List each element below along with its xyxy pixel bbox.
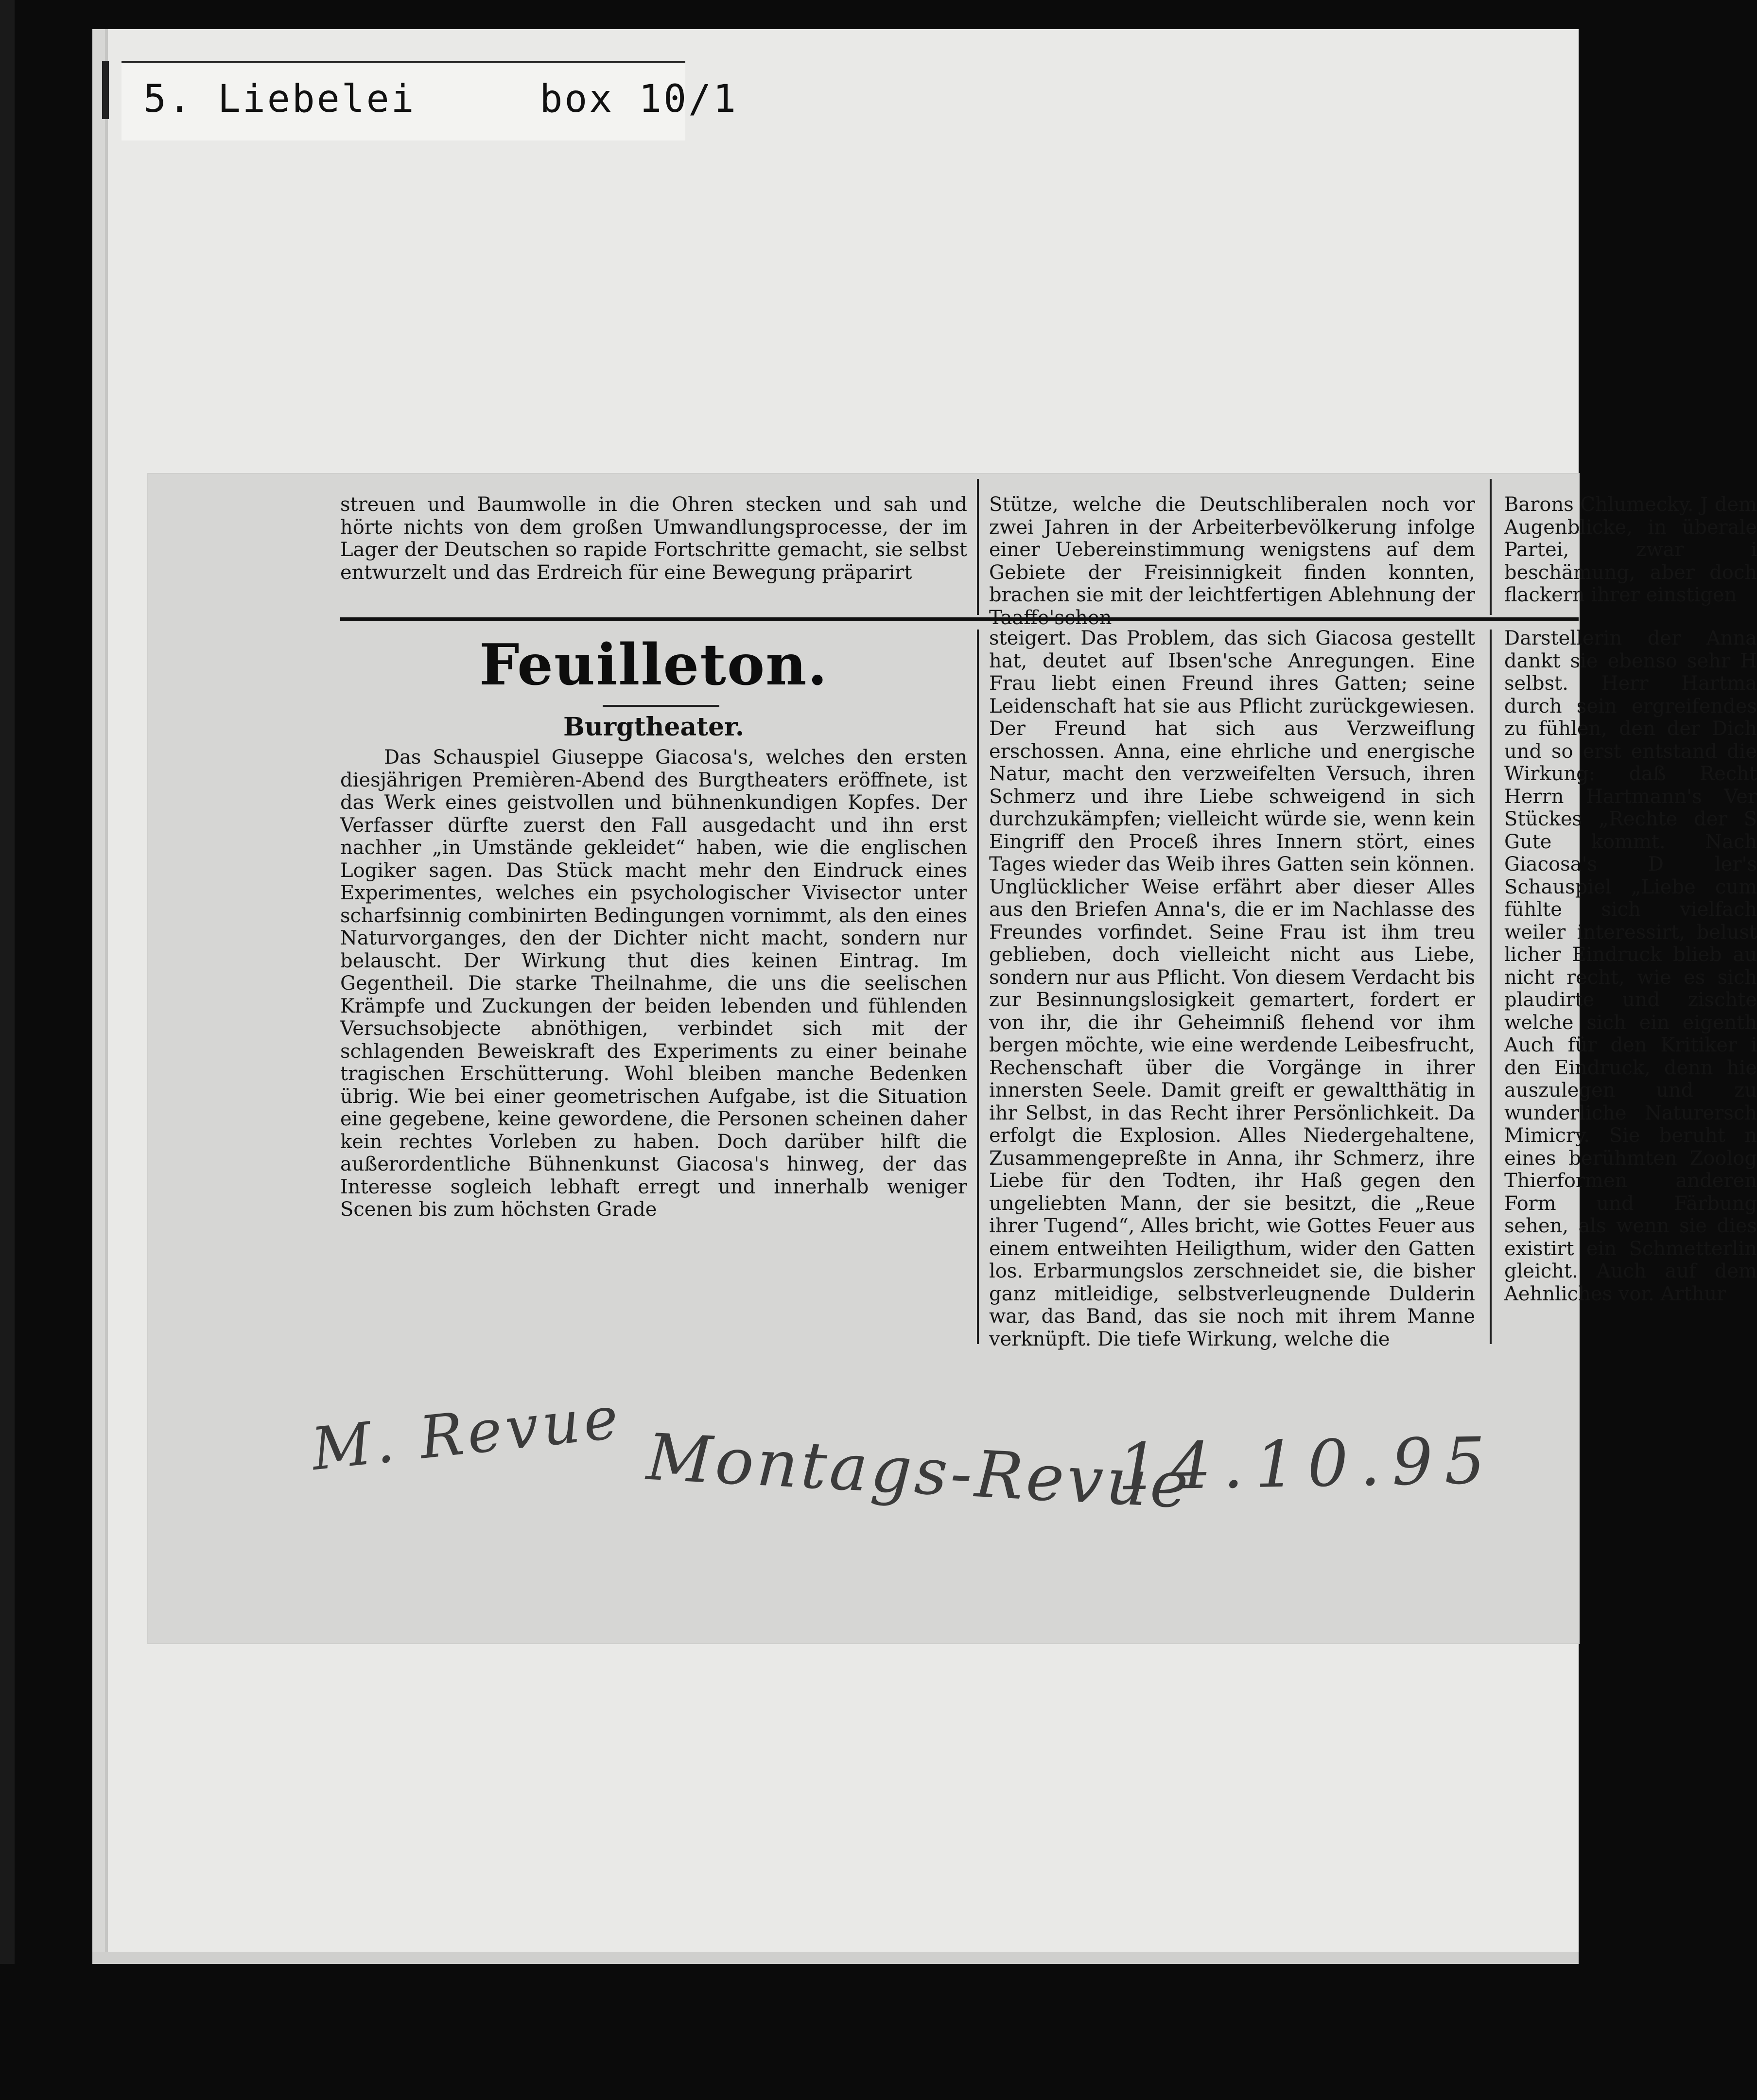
top-column-2-text: Stütze, welche die Deutschliberalen noch vor zwei Jahren in der Arbeiterbevölkerung infolge einer Uebereinstimmung wenigstens auf dem Gebiete der Freisinnigkeit finden konnten, brachen sie mit der leichtfertigen Ablehnung der: [989, 493, 1475, 606]
sheet-margin: [92, 29, 108, 1964]
handwritten-note: M. Revue: [308, 1383, 626, 1484]
top-column-3-text: Barons Chlumecky. J dem Augenblicke, in überale Partei, zwar i beschämung, aber doch flackern ihrer einstigen: [1504, 493, 1757, 606]
top-column-2: [989, 493, 1475, 615]
column-divider: [1490, 630, 1492, 1344]
section-rule: [340, 617, 1579, 621]
article-column-3-text: Darstellerin der Anna dankt sie ebenso sehr H selbst. Herr Hartma durch sein ergreifendes zu fühlen, den der Dich und so erst entstand die Wirkung: daß Recht Herrn Hartmann's Ver Stückes „Rechte der S Gute kommt. Nach Giacosa's D ler's Schauspiel „Liebe cum fühlte sich vielfach weiler interessirt, belust licher Eindruck blieb au nicht recht, wie es sich plaudirte und zischte welche sich ein eigenth Auch für den Kritiker i den Eindruck, denn hie auszulegen und zu wunderliche Naturersch Mimicry. Sie beruht n eines berühmten Zoolog Thierformen anderen Form und Färbung sehen, als wenn sie dies existirt ein Schmetterlin gleicht. Auch auf dem Aehnliches vor. Arthur: [1504, 627, 1757, 1305]
column-divider: [1490, 479, 1492, 615]
article-column-1: [340, 746, 967, 1344]
article-column-3: [1504, 627, 1757, 1347]
sheet-bottom-edge: [92, 1952, 1579, 1964]
handwritten-date: 14.10.95: [1117, 1423, 1498, 1505]
archive-label: [122, 61, 738, 140]
feuilleton-heading: Feuilleton.: [479, 632, 828, 698]
heading-rule: [603, 705, 719, 707]
column-divider: [977, 479, 979, 615]
article-subheading: Burgtheater.: [563, 712, 744, 742]
top-column-1-text: streuen und Baumwolle in die Ohren stecken und sah und hörte nichts von dem großen Umwandlungsprocesse, der im Lager der Deutschen so rapide Fortschritte gemacht, sie selbst entwurzelt und das Erdreich für eine Bewegung präparirt: [340, 493, 967, 584]
column-divider: [977, 630, 979, 1344]
label-bracket: [102, 61, 109, 119]
archive-label-text: 5. Liebelei box 10/1: [143, 77, 738, 121]
film-edge: [0, 0, 15, 2100]
handwritten-source: Montags-Revue: [644, 1419, 1193, 1523]
top-column-3: [1504, 493, 1757, 615]
top-column-1: [340, 493, 967, 615]
article-column-2: [989, 627, 1475, 1350]
article-column-2-text: steigert. Das Problem, das sich Giacosa gestellt hat, deutet auf Ibsen'sche Anregungen. Eine Frau liebt einen Freund ihres Gatten; seine Leidenschaft hat sie aus Pflicht zurückgewiesen. Der Freund hat sich aus Verzweiflung erschossen. Anna, eine ehrliche und energische Natur, macht den verzweifelten Versuch, ihren Schmerz und ihre Liebe schweigend in sich durchzukämpfen; vielleicht würde sie, wenn kein Eingriff den Proceß ihres Innern stört, eines Tages wieder das Weib ihres Gatten sein können. Unglücklicher Weise erfährt aber dieser Alles aus den Briefen Anna's, die er im Nachlasse des Freundes vorfindet. Seine Frau ist ihm treu geblieben, doch vielleicht nicht aus Liebe, sondern nur aus Pflicht. Von diesem Verdacht bis zur Besinnungslosigkeit gemartert, fordert er von ihr, die ihr Geheimniß flehend vor ihm bergen möchte, wie eine werdende Leibesfrucht, Rechenschaft über die Vorgänge in ihrer innersten Seele. Damit greift er gewaltthätig in ihr Selbst, in das Recht ihrer Persönlichkeit. Da erfolgt die Explosion. Alles Niedergehaltene, Zusammengepreßte in Anna, ihr Schmerz, ihre Liebe für den Todten, ihr Haß gegen den ungeliebten Mann, der sie besitzt, die „Reue ihrer Tugend“, Alles bricht, wie Gottes Feuer aus einem entweihten Heiligthum, wider den Gatten los. Erbarmungslos zerschneidet sie, die bisher ganz mitleidige, selbstverleugnende Dulderin war, das Band, das sie noch mit ihrem Manne verknüpft. Die tiefe Wirkung, welche die: [989, 627, 1475, 1350]
film-bottom-edge: [0, 1964, 1579, 2100]
article-column-1-text: Das Schauspiel Giuseppe Giacosa's, welches den ersten diesjährigen Premièren-Abend des Burgtheaters eröffnete, ist das Werk eines geistvollen und bühnenkundigen Kopfes. Der Verfasser dürfte zuerst den Fall ausgedacht und ihn erst nachher „in Umstände gekleidet“ haben, wie die englischen Logiker sagen. Das Stück macht mehr den Eindruck eines Experimentes, welches ein psychologischer Vivisector unter scharfsinnig combinirten Bedingungen vornimmt, als den eines Naturvorganges, den der Dichter nicht macht, sondern nur belauscht. Der Wirkung thut dies keinen Eintrag. Im Gegentheil. Die starke Theilnahme, die uns die seelischen Krämpfe und Zuckungen der beiden lebenden und fühlenden Versuchsobjecte abnöthigen, verbindet sich mit der schlagenden Beweiskraft des Experiments zu einer beinahe tragischen Erschütterung. Wohl bleiben manche Bedenken übrig. Wie bei einer geometrischen Aufgabe, ist die Situation eine gegebene, keine gewordene, die Personen scheinen daher kein rechtes Vorleben zu haben. Doch darüber hilft die außerordentliche Bühnenkunst Giacosa's hinweg, der das Interesse sogleich lebhaft erregt und innerhalb weniger Scenen bis zum höchsten Grade: [340, 746, 967, 1221]
